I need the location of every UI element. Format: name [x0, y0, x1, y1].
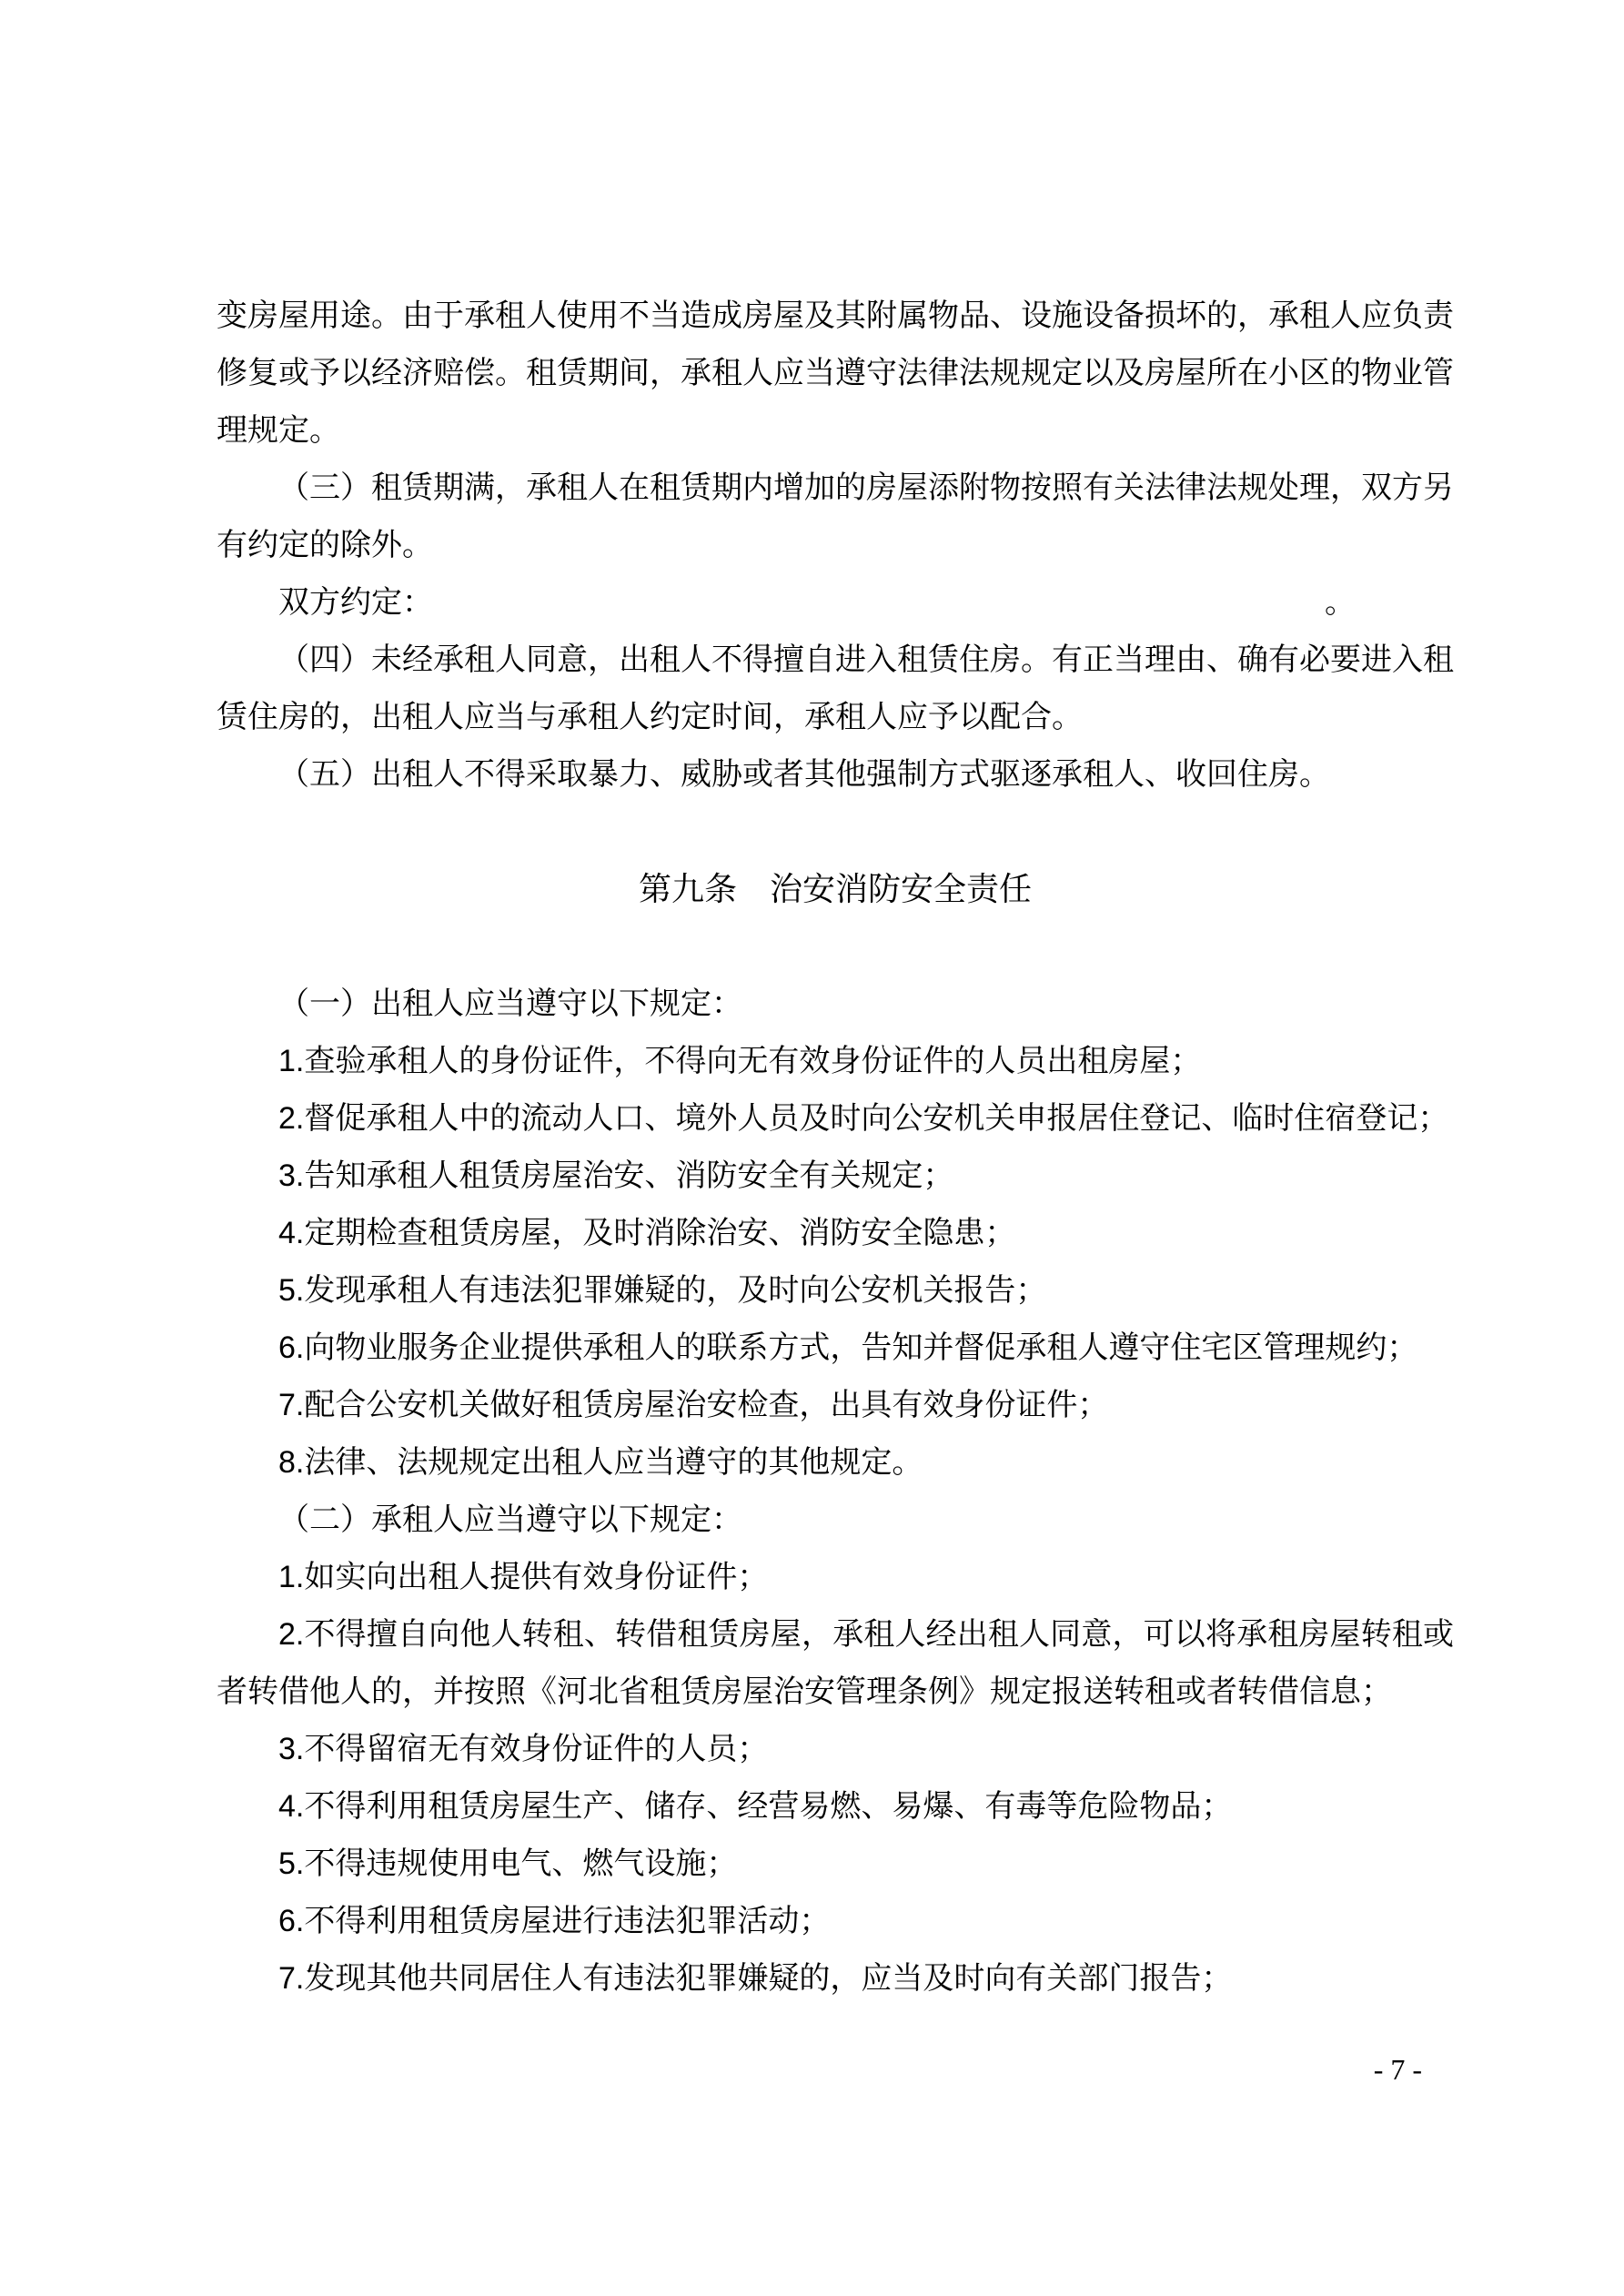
- lessor-rule-item: 6.向物业服务企业提供承租人的联系方式，告知并督促承租人遵守住宅区管理规约；: [278, 1330, 1418, 1365]
- lessee-rules-intro: （二）承租人应当遵守以下规定：: [278, 1502, 742, 1537]
- paragraph-continuation: 变房屋用途。由于承租人使用不当造成房屋及其附属物品、设施设备损坏的，承租人应负责修复或予以经济赔偿。租赁期间，承租人应当遵守法律法规规定以及房屋所在小区的物业管理规定。: [217, 298, 1454, 448]
- lessee-rule-item: 5.不得违规使用电气、燃气设施；: [278, 1846, 738, 1881]
- agreement-blank-line: [217, 574, 1454, 632]
- lessor-rule-item: 3.告知承租人租赁房屋治安、消防安全有关规定；: [278, 1158, 954, 1193]
- lessee-rule-item: 3.不得留宿无有效身份证件的人员；: [278, 1732, 769, 1766]
- lessor-rule-item: 8.法律、法规规定出租人应当遵守的其他规定。: [278, 1445, 923, 1480]
- lessee-rule-item: 7.发现其他共同居住人有违法犯罪嫌疑的，应当及时向有关部门报告；: [278, 1961, 1233, 1996]
- lessee-rule-item: 2.不得擅自向他人转租、转借租赁房屋，承租人经出租人同意，可以将承租房屋转租或者转借他人的，并按照《河北省租赁房屋治安管理条例》规定报送转租或者转借信息；: [217, 1617, 1454, 1709]
- clause-three-paragraph: （三）租赁期满，承租人在租赁期内增加的房屋添附物按照有关法律法规处理，双方另有约定的除外。: [217, 470, 1454, 562]
- page-body: [217, 288, 1454, 2008]
- page-number: - 7 -: [1373, 2053, 1422, 2086]
- lessor-rule-item: 2.督促承租人中的流动人口、境外人员及时向公安机关申报居住登记、临时住宿登记；: [278, 1101, 1449, 1136]
- agreement-period: 。: [1325, 585, 1356, 620]
- lessor-rules-intro: （一）出租人应当遵守以下规定：: [278, 986, 742, 1021]
- lessee-rule-item: 4.不得利用租赁房屋生产、储存、经营易燃、易爆、有毒等危险物品；: [278, 1789, 1233, 1824]
- clause-four-paragraph: （四）未经承租人同意，出租人不得擅自进入租赁住房。有正当理由、确有必要进入租赁住房的，出租人应当与承租人约定时间，承租人应予以配合。: [217, 642, 1454, 734]
- section-heading: 第九条 治安消防安全责任: [638, 871, 1032, 907]
- lessor-rule-item: 7.配合公安机关做好租赁房屋治安检查，出具有效身份证件；: [278, 1388, 1109, 1422]
- lessee-rule-item: 1.如实向出租人提供有效身份证件；: [278, 1560, 769, 1594]
- lessee-rule-item: 6.不得利用租赁房屋进行违法犯罪活动；: [278, 1904, 831, 1938]
- lessor-rule-item: 1.查验承租人的身份证件，不得向无有效身份证件的人员出租房屋；: [278, 1044, 1202, 1078]
- lessor-rule-item: 4.定期检查租赁房屋，及时消除治安、消防安全隐患；: [278, 1216, 1016, 1250]
- agreement-label: 双方约定：: [278, 585, 433, 620]
- clause-five-paragraph: （五）出租人不得采取暴力、威胁或者其他强制方式驱逐承租人、收回住房。: [278, 757, 1330, 792]
- lessor-rule-item: 5.发现承租人有违法犯罪嫌疑的，及时向公安机关报告；: [278, 1273, 1047, 1308]
